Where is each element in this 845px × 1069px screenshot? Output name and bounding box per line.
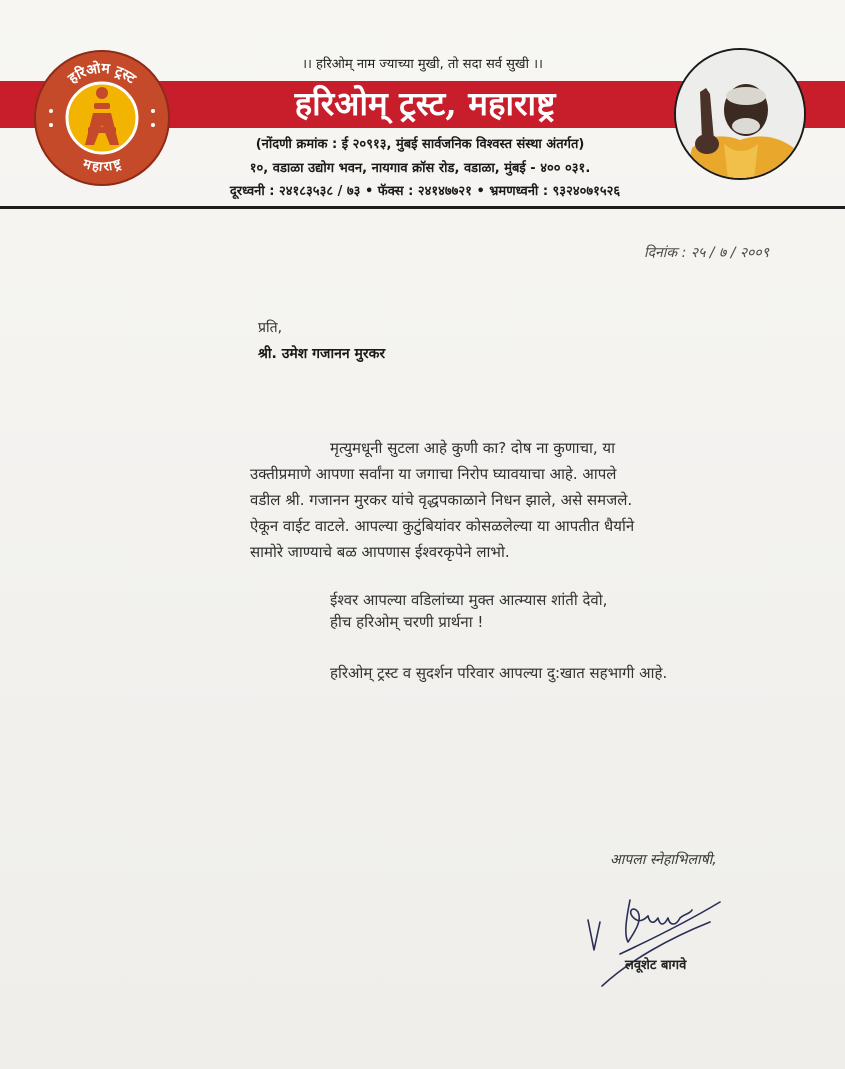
logo-top-text: हरिओम ट्रस्ट [65, 60, 139, 88]
trust-logo [33, 49, 171, 187]
handwritten-signature [580, 880, 740, 990]
logo-bottom-text: महाराष्ट्र [81, 156, 123, 175]
paragraph-line: उक्तीप्रमाणे आपणा सर्वांना या जगाचा निरोप घ्यावयाचा आहे. आपले [250, 465, 617, 483]
registration-info: (नोंदणी क्रमांक : ई २०९१३, मुंबई सार्वजनिक विश्वस्त संस्था अंतर्गत) [255, 137, 585, 152]
signer-name: लवूशेट बागवे [625, 958, 687, 973]
condolence-paragraph [250, 435, 770, 565]
contact-numbers: दूरध्वनी : २४१८३५३८ / ७३ • फॅक्स : २४१४७७२१ • भ्रमणध्वनी : ९३२४०७१५२६ [229, 184, 621, 199]
letter-date: दिनांक : २५ / ७ / २००९ [643, 245, 769, 261]
trust-sympathy-line: हरिओम् ट्रस्ट व सुदर्शन परिवार आपल्या दु:खात सहभागी आहे. [330, 664, 668, 682]
paragraph-line: सामोरे जाण्याचे बळ आपणास ईश्वरकृपेने लाभो. [250, 543, 510, 561]
closing-phrase: आपला स्नेहाभिलाषी, [610, 852, 717, 868]
prayer-line-1: ईश्वर आपल्या वडिलांच्या मुक्त आत्म्यास शांती देवो, [330, 591, 608, 609]
header-divider [0, 206, 845, 209]
paragraph-line: ऐकून वाईट वाटले. आपल्या कुटुंबियांवर कोसळलेल्या या आपतीत धैर्याने [250, 517, 635, 535]
founder-portrait [674, 48, 806, 180]
addressee-name: श्री. उमेश गजानन मुरकर [258, 346, 386, 362]
prayer-line-2: हीच हरिओम् चरणी प्रार्थना ! [330, 613, 484, 631]
motto: ।। हरिओम् नाम ज्याच्या मुखी, तो सदा सर्व सुखी ।। [302, 57, 543, 72]
address: १०, वडाळा उद्योग भवन, नायगाव क्रॉस रोड, वडाळा, मुंबई - ४०० ०३१. [249, 161, 591, 176]
org-name: हरिओम् ट्रस्ट, महाराष्ट्र [294, 84, 556, 123]
paragraph-line: वडील श्री. गजानन मुरकर यांचे वृद्धपकाळाने निधन झाले, असे समजले. [250, 491, 633, 509]
paragraph-line: मृत्युमधूनी सुटला आहे कुणी का? दोष ना कुणाचा, या [330, 439, 615, 457]
salutation: प्रति, [258, 320, 283, 336]
